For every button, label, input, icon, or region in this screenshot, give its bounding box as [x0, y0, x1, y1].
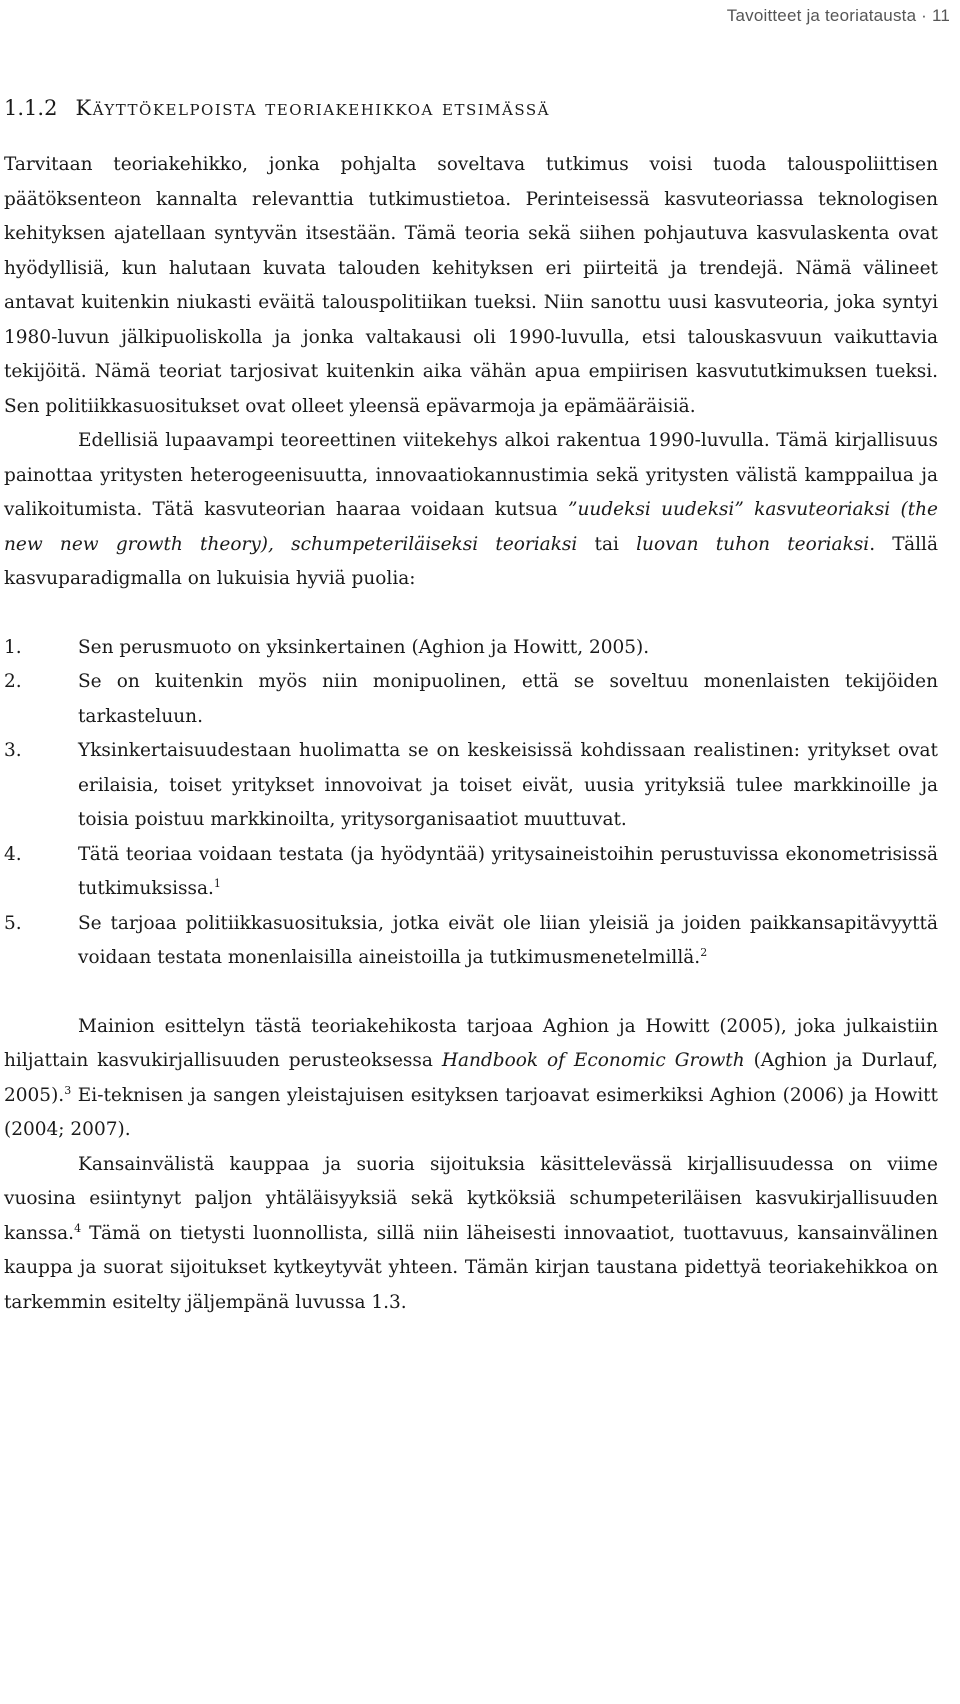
footnote-ref[interactable]: 4: [74, 1221, 82, 1235]
paragraph-4: [4, 1148, 938, 1321]
list-item-text: Se on kuitenkin myös niin monipuolinen, että se soveltuu monenlaisten tekijöiden tarkasteluun.: [78, 671, 938, 727]
paragraph-2-italic-2: luovan tuhon teoriaksi: [636, 533, 870, 555]
paragraph-2-text-before: Edellisiä lupaavampi teoreettinen viitekehys alkoi rakentua 1990-luvulla. Tämä kirjallisuus painottaa yritysten heterogeenisuutta, innovaatiokannustimia sekä yritysten välistä kamppailua ja valikoitumista. Tätä kasvuteorian haaraa voidaan kutsua: [4, 430, 938, 520]
footnote-ref[interactable]: 1: [213, 876, 221, 890]
section-heading: [4, 96, 550, 120]
paragraph-3-italic: Handbook of Economic Growth: [441, 1050, 745, 1071]
paragraph-2-italic-1: ”uudeksi uudeksi” kasvuteoriaksi (the new new growth theory), schumpeteriläiseksi teoriaksi: [4, 499, 938, 555]
list-item-marker: 2.: [4, 671, 22, 692]
list-item-marker: 4.: [4, 843, 22, 865]
section-title: Käyttökelpoista teoriakehikkoa etsimässä: [75, 96, 550, 120]
paragraph-2: [4, 424, 938, 597]
paragraph-4-text-after: Tämä on tietysti luonnollista, sillä niin läheisesti innovaatiot, tuottavuus, kansainvälinen kauppa ja suorat sijoitukset kytkeytyvät yhteen. Tämän kirjan taustana pidettyä teoriakehikkoa on tarkemmin esitelty jäljempänä luvussa 1.3.: [4, 1222, 938, 1313]
list-item-marker: 3.: [4, 740, 22, 761]
list-item-text: Se tarjoaa politiikkasuosituksia, jotka eivät ole liian yleisiä ja joiden paikkansapitävyyttä voidaan testata monenlaisilla aineistoilla ja tutkimusmenetelmillä.: [78, 912, 938, 968]
paragraph-1: Tarvitaan teoriakehikko, jonka pohjalta soveltava tutkimus voisi tuoda talouspoliittisen päätöksenteon kannalta relevanttia tutkimustietoa. Perinteisessä kasvuteoriassa teknologisen kehityksen ajatellaan syntyvän itsestään. Tämä teoria sekä siihen pohjautuva kasvulaskenta ovat hyödyllisiä, kun halutaan kuvata talouden kehityksen eri piirteitä ja trendejä. Nämä välineet antavat kuitenkin niukasti eväitä talouspolitiikan tueksi. Niin sanottu uusi kasvuteoria, joka syntyi 1980-luvun jälkipuoliskolla ja jonka valtakausi oli 1990-luvulla, etsi talouskasvuun vaikuttavia tekijöitä. Nämä teoriat tarjosivat kuitenkin aika vähän apua empiirisen kasvututkimuksen tueksi. Sen politiikkasuositukset ovat olleet yleensä epävarmoja ja epämääräisiä.: [4, 154, 938, 417]
list-item-marker: 5.: [4, 912, 22, 934]
list-item-text: Yksinkertaisuudestaan huolimatta se on keskeisissä kohdissaan realistinen: yritykset ovat erilaisia, toiset yritykset innovoivat ja toiset eivät, uusia yrityksiä tulee markkinoille ja toisia poistuu markkinoilta, yritysorganisaatiot muuttuvat.: [78, 740, 938, 830]
paragraph-4-text-before: Kansainvälistä kauppaa ja suoria sijoituksia käsittelevässä kirjallisuudessa on viime vuosina esiintynyt paljon yhtäläisyyksiä sekä kytköksiä schumpeteriläisen kasvukirjallisuuden kanssa.: [4, 1153, 938, 1244]
list-item-text: Sen perusmuoto on yksinkertainen (Aghion ja Howitt, 2005).: [78, 636, 650, 658]
list-item: [4, 665, 938, 734]
footnote-ref[interactable]: 3: [64, 1083, 72, 1097]
running-header: Tavoitteet ja teoriatausta · 11: [726, 6, 950, 25]
list-item: [4, 631, 938, 666]
list-item-text: Tätä teoriaa voidaan testata (ja hyödyntää) yritysaineistoihin perustuvissa ekonometrisissä tutkimuksissa.: [78, 843, 938, 899]
paragraph-2-text-after: . Tällä kasvuparadigmalla on lukuisia hyviä puolia:: [4, 533, 938, 589]
section-number: 1.1.2: [4, 96, 58, 120]
footnote-ref[interactable]: 2: [700, 945, 708, 959]
list-item: [4, 838, 938, 907]
paragraph-3-text-middle: (Aghion ja Durlauf, 2005).: [4, 1050, 938, 1106]
body-text: [4, 148, 938, 1320]
paragraph-3-text-after: Ei-teknisen ja sangen yleistajuisen esityksen tarjoavat esimerkiksi Aghion (2006) ja Howitt (2004; 2007).: [4, 1084, 938, 1140]
paragraph-3: [4, 1010, 938, 1148]
numbered-list: [4, 631, 938, 976]
paragraph-3-text-before: Mainion esittelyn tästä teoriakehikosta tarjoaa Aghion ja Howitt (2005), joka julkaistiin hiljattain kasvukirjallisuuden perusteoksessa: [4, 1015, 938, 1071]
paragraph-2-text-middle: tai: [577, 533, 637, 555]
list-item: [4, 907, 938, 976]
list-item-marker: 1.: [4, 636, 22, 658]
list-item: [4, 734, 938, 838]
